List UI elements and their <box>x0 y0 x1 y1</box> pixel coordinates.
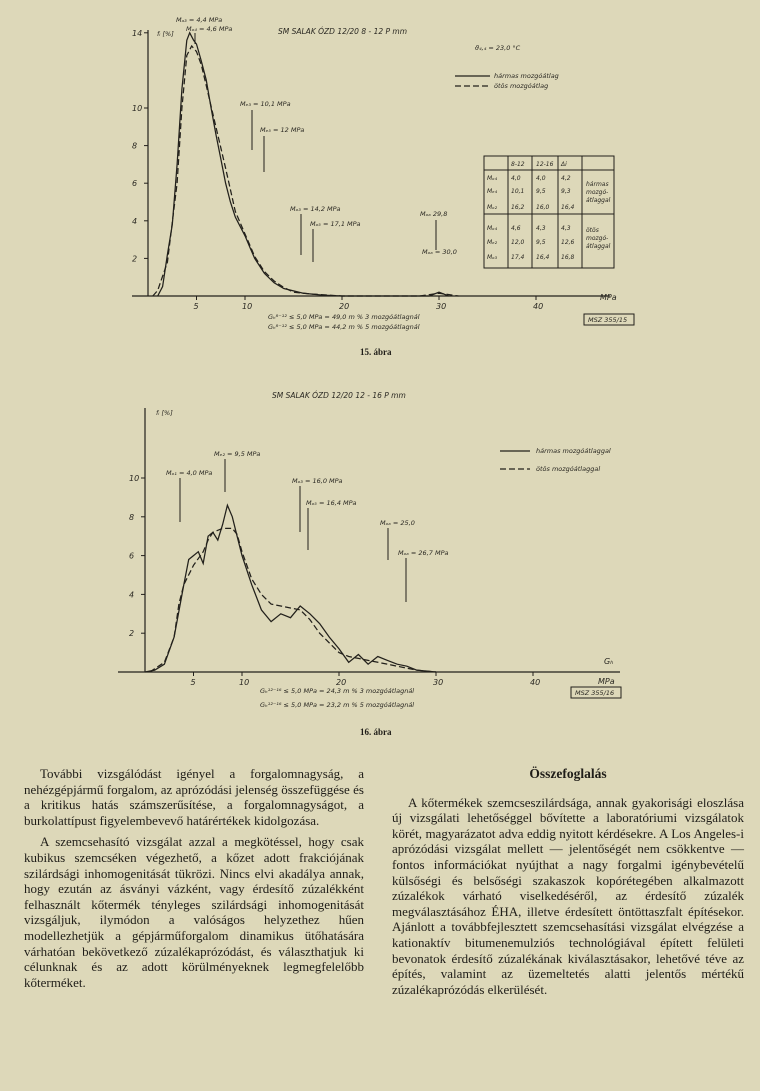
fig15-table-cell: 9,5 <box>536 188 546 195</box>
fig15-table-header-cell: 12-16 <box>536 161 554 168</box>
fig15-title: SM SALAK ÓZD 12/20 8 - 12 P mm <box>278 27 408 36</box>
fig15-series-five-point <box>153 46 459 296</box>
fig15-table-cell: Mₒ₄ <box>487 225 498 232</box>
fig16-annotations <box>166 450 448 602</box>
fig16-ytick-label: 8 <box>129 512 135 522</box>
figure-15 <box>0 0 760 372</box>
fig16-ytick-label: 10 <box>129 474 140 483</box>
fig15-legend-solid: hármas mozgóátlag <box>494 72 559 80</box>
fig16-legend-solid: hármas mozgóátlaggal <box>536 447 611 455</box>
fig16-title: SM SALAK ÓZD 12/20 12 - 16 P mm <box>272 391 406 400</box>
fig15-ann-5: Mₒ₃ = 14,2 MPa <box>290 205 341 213</box>
fig15-ytick-label: 2 <box>132 254 138 264</box>
fig15-ann-1: Mₐ₃ = 4,4 MPa <box>176 16 223 24</box>
fig15-x-unit: MPa <box>600 293 617 302</box>
fig15-ytick-label: 8 <box>132 141 138 151</box>
fig16-ann-4: Mₒ₅ = 16,4 MPa <box>306 499 357 507</box>
fig15-table-cell: 9,5 <box>536 239 546 246</box>
fig16-legend <box>500 447 611 473</box>
fig15-table-group1-a: hármas <box>586 181 609 188</box>
fig15-series <box>153 33 459 296</box>
left-paragraph-2: A szemcsehasító vizsgálat azzal a megkötéssel, hogy csak kubikus szemcséken végezhető, a kőzet adott frakciójának szilárdsági inhomogenitását tükrözi. Nincs elvi akadálya annak, hogy ezután az ásványi vázként, vagy érdesítő zúzalékként felhasznált kőtermék tényleges szilárdsági inhomogenitását vizsgáljuk, ilymódon a valóságos helyzethez hűen modellezhetjük a gépjárműforgalom dinamikus ütőhatására várhatóan bekövetkező zúzalékaprózódást, és választhatjuk ki célunknak és az adott körülményeknek legmegfelelőbb kőterméket. <box>24 834 364 990</box>
fig15-table-group1-b: mozgó- <box>586 189 609 196</box>
fig16-ylabel: fᵢ [%] <box>156 409 173 417</box>
fig16-ann-5: Mₒₐ = 25,0 <box>380 519 415 527</box>
fig16-xtick-label: 40 <box>530 678 541 687</box>
fig15-xtick-label: 30 <box>436 302 447 311</box>
fig15-table-header-cell: 8-12 <box>511 161 525 168</box>
fig15-table-group2-a: ötös <box>586 227 599 234</box>
fig15-caption: 15. ábra <box>360 347 392 357</box>
fig15-ann-2: Mₒ₄ = 4,6 MPa <box>186 25 233 33</box>
right-paragraph-1: A kőtermékek szemcseszilárdsága, annak gyakorisági eloszlása új vizsgálati lehetőséggel bővítette a laboratóriumi vizsgálatok körét, magyarázatot adva eddig nyitott kérdésekre. A Los Angeles-i aprózódási vizsgálat mellett — jelentőségét nem csökkentve — fontos információkat nyújthat a nagy forgalmi igénybevételű külsőségi és belsőségi szakaszok kopórétegében alkalmazott zúzalékok várható viselkedéséről, az érdesítő zúzalék megválasztásához ÉHA, illetve érdesített öntöttaszfalt építésekor. Ajánlott a továbbfejlesztett szemcsehasítási vizsgálat elvégzése a kationaktív bitumenemulziós technológiával épített felületi bevonatok érdesítő zúzalékának kiválasztásakor, lehetővé téve az építés, valamint az üzemeltetés alatti jelentős mértékű zúzalékaprózódás elkerülését. <box>392 794 744 997</box>
fig15-table-cell: Mₒ₄ <box>487 175 498 182</box>
fig15-table-cell: 4,6 <box>511 225 521 232</box>
fig15-table-cell: 16,0 <box>536 204 550 211</box>
fig16-stamp: MSZ 355/16 <box>575 689 615 697</box>
fig15-temperature: ϑ₄,₄ = 23,0 °C <box>475 44 521 52</box>
fig16-ann-3: Mₒ₃ = 16,0 MPa <box>292 477 343 485</box>
fig15-footnote-2: Gₕ⁸⁻¹² ≤ 5,0 MPa = 44,2 m % 5 mozgóátlagnál <box>268 323 420 331</box>
fig15-table-cell: 9,3 <box>561 188 571 195</box>
fig15-ytick-label: 4 <box>132 216 138 226</box>
fig15-ytick-label: 6 <box>132 179 138 189</box>
fig15-legend <box>455 72 559 90</box>
fig16-xtick-label: 10 <box>239 678 250 687</box>
fig16-xtick-label: 30 <box>433 678 444 687</box>
fig15-ann-8: Mₒₐ = 30,0 <box>422 248 457 256</box>
right-column <box>392 766 744 1003</box>
fig15-table-cell: Mₑ₂ <box>487 239 498 246</box>
fig16-ytick-label: 6 <box>129 551 135 561</box>
fig15-table-cell: 12,6 <box>561 239 575 246</box>
fig15-table-cell: 4,0 <box>536 175 546 182</box>
fig16-series <box>145 505 436 672</box>
fig16-series-three-point <box>145 505 436 672</box>
left-column <box>24 766 364 996</box>
fig15-table-cell: 12,0 <box>511 239 525 246</box>
fig15-table-cell: 16,2 <box>511 204 525 211</box>
fig16-series-five-point <box>150 528 436 672</box>
fig16-caption: 16. ábra <box>360 727 392 737</box>
fig16-ytick-label: 4 <box>129 590 135 600</box>
fig15-ann-6: Mₒ₅ = 17,1 MPa <box>310 220 361 228</box>
fig16-x-label: Gₕ <box>604 657 614 666</box>
fig15-ann-4: Mₑ₅ = 12 MPa <box>260 126 305 134</box>
fig16-legend-dashed: ötös mozgóátlaggal <box>536 465 601 473</box>
fig15-stamp: MSZ 355/15 <box>588 316 628 324</box>
fig15-table-group1-c: átlaggal <box>586 197 611 204</box>
fig16-ann-1: Mₒ₁ = 4,0 MPa <box>166 469 213 477</box>
left-paragraph-1: További vizsgálódást igényel a forgalomnagyság, a nehézgépjármű forgalom, az aprózódási jelenség összefüggése és a kritikus hatás számszerűsítése, a forgalomnagyságot, a burkolattípust figyelembevevő határértékek kidolgozása. <box>24 766 364 828</box>
fig15-table-cell: 4,0 <box>511 175 521 182</box>
fig15-table-cell: 4,3 <box>561 225 571 232</box>
fig15-footnote-1: Gₕ⁸⁻¹² ≤ 5,0 MPa = 49,0 m % 3 mozgóátlagnál <box>268 313 420 321</box>
fig15-ytick-label: 14 <box>132 28 143 38</box>
fig15-ann-7: Mₒₐ 29,8 <box>420 210 448 218</box>
fig16-x-unit: MPa <box>598 677 615 686</box>
fig15-ann-3: Mₑ₃ = 10,1 MPa <box>240 100 291 108</box>
fig15-table-cell: 4,2 <box>561 175 571 182</box>
fig15-xtick-label: 5 <box>193 302 199 311</box>
fig15-xtick-label: 40 <box>533 302 544 311</box>
fig16-footnote-1: Gₕ¹²⁻¹⁶ ≤ 5,0 MPa = 24,3 m % 3 mozgóátlagnál <box>260 687 415 695</box>
fig15-table-group2-c: átlaggal <box>586 243 611 250</box>
fig16-ytick-label: 2 <box>129 629 135 639</box>
fig16-ann-2: Mₑ₂ = 9,5 MPa <box>214 450 261 458</box>
fig15-table-cell: 17,4 <box>511 254 525 261</box>
fig15-series-three-point <box>158 33 449 296</box>
fig15-table-cell: 4,3 <box>536 225 546 232</box>
fig15-ylabel: fᵢ [%] <box>157 30 174 38</box>
fig16-xtick-label: 20 <box>336 678 347 687</box>
fig16-xtick-label: 5 <box>190 678 196 687</box>
fig15-ytick-label: 10 <box>132 104 143 113</box>
fig16-footnote-2: Gₕ¹²⁻¹⁶ ≤ 5,0 MPa = 23,2 m % 5 mozgóátlagnál <box>260 701 415 709</box>
fig15-xtick-label: 10 <box>242 302 253 311</box>
fig15-table <box>484 156 614 268</box>
fig15-ticks <box>132 29 543 311</box>
fig15-table-cell: Mₒ₂ <box>487 204 498 211</box>
fig16-ann-6: Mₒₐ = 26,7 MPa <box>398 549 449 557</box>
summary-heading: Összefoglalás <box>529 766 607 781</box>
fig15-table-cell: Mₑ₄ <box>487 188 498 195</box>
fig15-table-cell: 16,8 <box>561 254 575 261</box>
fig15-table-cell: Mₒ₃ <box>487 254 498 261</box>
fig15-table-cell: 16,4 <box>561 204 575 211</box>
fig15-table-header-cell: Δi <box>561 161 567 168</box>
figure-16 <box>0 372 760 744</box>
fig15-table-cell: 10,1 <box>511 188 525 195</box>
fig15-table-cell: 16,4 <box>536 254 550 261</box>
fig15-table-group2-b: mozgó- <box>586 235 609 242</box>
fig15-xtick-label: 20 <box>339 302 350 311</box>
fig15-legend-dashed: ötös mozgóátlag <box>494 82 549 90</box>
